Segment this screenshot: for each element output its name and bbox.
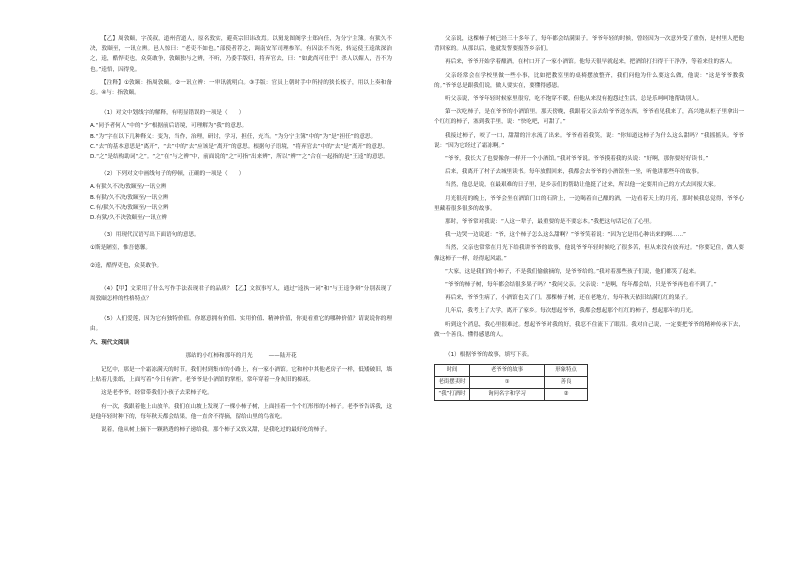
table-header-cell: 时间: [435, 365, 470, 377]
story-paragraph: “爷爷，我长大了也要像你一样开一个小酒馆。”我对爷爷说。爷爷摸着我的头说：“好啊，那你要好好读书。”: [445, 156, 709, 163]
question-3: （3）用现代汉语写出下面语句的意思。: [101, 232, 200, 239]
story-title: 那站的小红柿和那年的月光: [185, 352, 253, 359]
table-cell: 老街摆卖时: [435, 377, 470, 389]
table-header-cell: 老爷爷的故事: [470, 365, 545, 377]
answer-table: [434, 364, 588, 401]
q3-item-2: ②逵，酷悍吏也，众莫敢争。: [90, 262, 163, 269]
table-header-cell: 形象特点: [545, 365, 588, 377]
q2-option-c: C.有/狱久不决/敦颐至/一讯立辨: [90, 204, 169, 211]
q1-option-b: B.“为”字在以下几种释义：变为，当作，治理，研讨，学习，担任，充当。“为分宁主簿”中的“为”是“担任”的意思。: [90, 133, 377, 140]
table-row: [435, 389, 588, 401]
table-cell: 询问名字和学习: [470, 389, 545, 401]
story-paragraph: 父亲说，这棵柿子树已经三十多年了，每年都会结满果子。爷爷年轻的时候，曾经因为一次意外受了重伤，是村里人把他背回家的。从那以后，他就发誓要报答乡亲们。: [434, 36, 744, 53]
story-paragraph: 我一边哭一边说道：“爷，这个柿子怎么这么甜啊？”爷爷笑着说：“因为它是用心种出来的啊……”: [445, 232, 686, 239]
table-row: [435, 377, 588, 389]
q1-option-c: C.“去”的基本意思是“离开”，“去”中的“去”应该是“离开”的意思。根据句子语境，“将弃官去”中的“去”是“离开”的意思。: [90, 143, 389, 150]
q2-option-d: D.有狱/久不决敦颐至/一讯立辨: [90, 215, 167, 222]
table-header-row: [435, 365, 588, 377]
story-title-line: [90, 351, 392, 361]
q2-option-a: A.有狱久不决/敦颐至/一讯立辨: [90, 184, 167, 191]
table-cell: 善良: [545, 377, 588, 389]
story-paragraph: 当然，他总是说，在最艰难的日子里，是乡亲们的帮助让他挺了过来，所以他一定要用自己的方式去回报大家。: [445, 182, 720, 189]
table-cell: ②: [545, 389, 588, 401]
section-heading: 六、现代文阅读: [90, 339, 130, 346]
story-paragraph: “大家，这是我们的小柿子，不是我们偷偷摘的，是爷爷给的。”我对着那些孩子们说，他们都笑了起来。: [445, 268, 700, 275]
story-paragraph: 这是老李爷，经常带我们小孩子去采柿子吃。: [101, 390, 213, 397]
story-paragraph: 月光很亮的晚上，爷爷会坐在酒馆门口的石阶上，一边喝着自己酿的酒，一边看着天上的月亮，那时候我总觉得，爷爷心里藏着很多很多的故事。: [434, 195, 744, 212]
q2-option-b: B.有狱/久不决/敦颐至/一讯立辨: [90, 194, 169, 201]
story-paragraph: “爷爷的柿子树，每年都会结很多果子吗？”我问父亲。父亲说：“是啊，每年都会结，只是爷爷再也看不到了。”: [445, 282, 717, 289]
question-2: （2）下列对文中画线句子的停顿，正确的一项是（ ）: [101, 171, 245, 178]
story-author: ——陆开花: [268, 352, 297, 359]
left-column: [90, 34, 392, 438]
story-paragraph: 再后来，爷爷开始学着酿酒，在村口开了一家小酒馆。他每天很早就起来，把酒馆打扫得干干净净，等着来往的客人。: [445, 59, 736, 66]
question-4: （4）【甲】文采用了什么写作手法表现君子的品质？【乙】文叙事写人，通过“逵执一词”和“与王逵争辩”分别表现了周敦颐怎样的性格特点？: [90, 285, 392, 303]
story-paragraph: 记忆中，那是一个霜冻满天的时节。我们村到集市的小路上，有一家小酒馆。它和村中其他老房子一样，低矮破旧，墙上贴着几张纸，上面写着“今日有酒”。老爷爷是小酒馆的掌柜，常年穿着一身灰旧的棉袄。: [90, 367, 392, 384]
question-1: （1）对文中划线字的解释，有明显错误的一项是（ ）: [101, 110, 245, 117]
story-paragraph: 后来，我离开了村子去城里读书。每年放假回来，我都会去爷爷的小酒馆坐一坐，听他讲那些年的故事。: [445, 169, 703, 176]
passage-yi: 【乙】周敦颐，字茂叔，道州营道人，原名敦实，避英宗旧讳改焉。以舅龙图阁学士郑向任，为分宁主簿。有狱久不决，敦颐至，一讯立辨。邑人惊曰：“老吏不如也。”部使者荐之，调南安军司理参军。有囚法不当死，转运使王逵欲深治之，逵，酷悍吏也，众莫敢争，敦颐独与之辨，不听，乃委手版归，将弃官去，曰：“如此尚可仕乎！杀人以媚人，吾不为也。”逵悟，囚得免。: [90, 36, 392, 73]
story-paragraph: 说着，他从树上摘下一颗熟透的柿子递给我。那个柿子又软又甜，是我吃过的最好吃的柿子。: [101, 427, 331, 434]
q3-item-1: ①斯是陋室，惟吾德馨。: [90, 245, 151, 252]
right-column: [434, 34, 744, 401]
story-paragraph: 听父亲说，爷爷年轻时候家里很穷，吃不饱穿不暖，但他从来没有抱怨过生活，总是乐呵呵地帮助别人。: [445, 96, 703, 103]
story-paragraph: 再后来，爷爷生病了，小酒馆也关了门。那棵柿子树，还在老地方，每年秋天依旧结满红红的果子。: [445, 295, 692, 302]
table-cell: ①: [470, 377, 545, 389]
story-paragraph: 听到这个消息，我心里很难过。想起爷爷对我的好，我忍不住流下了眼泪。我对自己说，一定要把爷爷的精神传承下去，做一个善良、懂得感恩的人。: [434, 321, 744, 338]
story-paragraph: 第一次吃柿子，是在爷爷的小酒馆里。那天傍晚，我跟着父亲去给爷爷送东西，爷爷看见我来了，高兴地从柜子里拿出一个红红的柿子，塞到我手里，说：“快吃吧，可甜了。”: [434, 109, 744, 126]
story-paragraph: 几年后，我考上了大学，离开了家乡。每次想起爷爷，我都会想起那个红红的柿子，想起那年的月光。: [445, 308, 697, 315]
q1-option-d: D.“之”是结构助词“之”。“之”在“与之辨”中，前面说的“之”可指“出来辨”，所以“辨”“之”合在一起指的是“王逵”的意思。: [90, 154, 389, 161]
story-paragraph: 父亲经常会在学校里做一些小事，比如把教室里的桌椅摆放整齐，我们问他为什么要这么做，他说：“这是爷爷教我的。”爷爷总是跟我们说，做人要实在，要懂得感恩。: [434, 72, 744, 89]
story-paragraph: 我接过柿子，咬了一口，甜甜的汁水流了出来。爷爷看着我笑，说：“你知道这柿子为什么这么甜吗？”我摇摇头。爷爷说：“因为它经过了霜冻啊。”: [434, 132, 744, 149]
table-cell: “我”打酒时: [435, 389, 470, 401]
story-paragraph: 当然，父亲也常常在月光下给我讲爷爷的故事，他说爷爷年轻时候吃了很多苦，但从来没有放弃过。“你要记住，做人要像这柿子一样，经得起风霜。”: [434, 245, 744, 262]
q1-option-a: A.“同予者何人”中的“予”根据前后语境，可理解为“我”的意思。: [90, 123, 248, 130]
annotation-note: 【注释】①敦颐：指周敦颐。②一讯立辨：一审讯就明白。③手版：官员上朝时手中所持的狭长板子，用以上奏和备忘。④与：指敦颐。: [90, 79, 392, 97]
question-5: （5）人们爱莲，因为它有独特价值。你愿意拥有价值、实用价值、精神价值，你更看重它的哪种价值？请说说你的理由。: [90, 316, 392, 333]
question-right-1: （1）根据爷爷的故事，填写下表。: [445, 352, 533, 359]
story-paragraph: 那时，爷爷常对我说：“人这一辈子，最重要的是不要忘本。”我把这句话记在了心里。: [445, 219, 655, 226]
story-paragraph: 有一次，我跟着他上山放羊。我们在山坡上发现了一棵小柿子树，上面挂着一个个红彤彤的小柿子。老李爷告诉我，这是他年轻时种下的，每年秋天都会结果，他一直舍不得摘，留给山里的鸟雀吃。: [90, 403, 392, 420]
